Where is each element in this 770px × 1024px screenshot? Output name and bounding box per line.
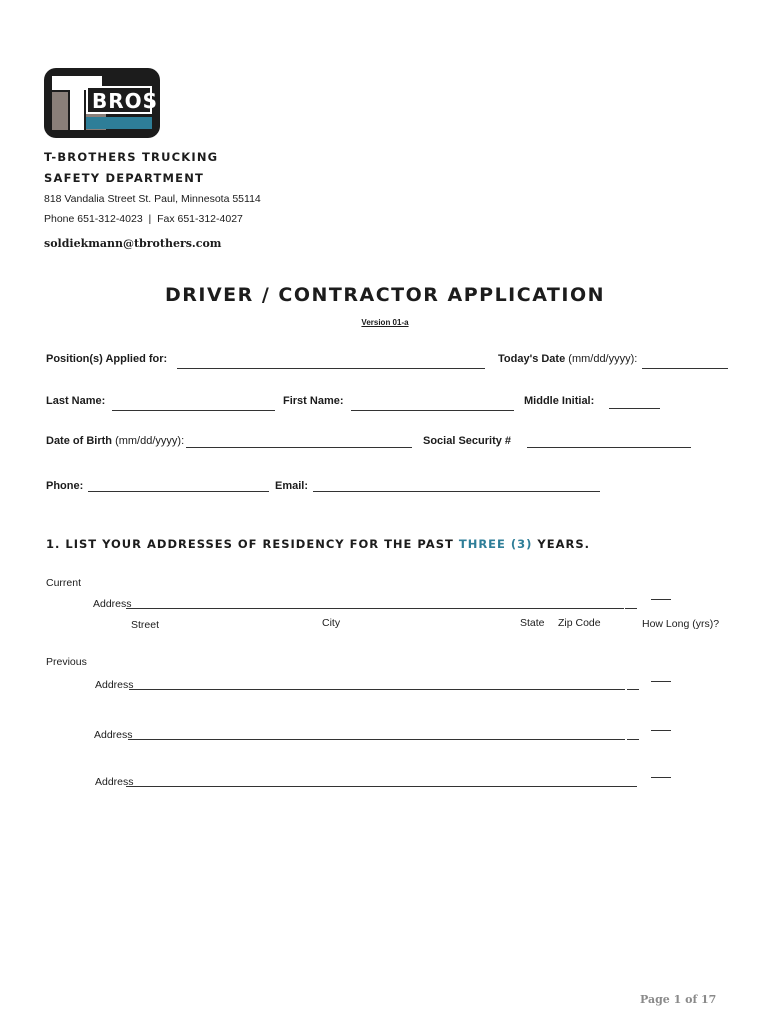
phone-field[interactable] <box>88 491 269 492</box>
todays-date-label-bold: Today's Date <box>498 353 566 365</box>
position-label: Position(s) Applied for: <box>46 353 168 365</box>
todays-date-field[interactable] <box>642 368 728 369</box>
todays-date-label-format: (mm/dd/yyyy): <box>568 353 638 365</box>
company-name: T-BROTHERS TRUCKING <box>44 150 219 164</box>
previous-label: Previous <box>46 656 87 668</box>
version-label: Version 01-a <box>361 318 409 327</box>
dob-label-format: (mm/dd/yyyy): <box>115 435 185 447</box>
email-label: Email: <box>275 480 309 492</box>
col-street-label: Street <box>131 619 160 631</box>
logo-text-box <box>86 86 159 114</box>
section1-heading-highlight: THREE (3) <box>458 537 533 551</box>
col-how-long-label: How Long (yrs)? <box>642 618 720 630</box>
logo-text: BROS <box>92 89 159 113</box>
section1-heading-prefix: 1. LIST YOUR ADDRESSES OF RESIDENCY FOR THE PAST <box>46 537 454 551</box>
previous-address-2-label: Address <box>94 729 133 741</box>
current-how-long-field[interactable] <box>651 599 671 600</box>
previous-address-1-label: Address <box>95 679 134 691</box>
previous-address-3-label: Address <box>95 776 134 788</box>
ssn-label: Social Security # <box>423 435 512 447</box>
col-zip-label: Zip Code <box>558 617 601 629</box>
current-address-field-tail[interactable] <box>625 608 637 609</box>
previous-how-long-2-field[interactable] <box>651 730 671 731</box>
first-name-field[interactable] <box>351 410 514 411</box>
dob-label-bold: Date of Birth <box>46 435 112 447</box>
middle-initial-label: Middle Initial: <box>524 395 595 407</box>
last-name-field[interactable] <box>112 410 275 411</box>
dob-label <box>46 435 184 447</box>
previous-how-long-3-field[interactable] <box>651 777 671 778</box>
logo-t-stem <box>70 76 84 130</box>
department-name: SAFETY DEPARTMENT <box>44 171 205 185</box>
position-field[interactable] <box>177 368 485 369</box>
middle-initial-field[interactable] <box>609 408 660 409</box>
section1-heading <box>46 537 590 551</box>
phone-label: Phone: <box>46 480 84 492</box>
section1-heading-suffix: YEARS. <box>537 537 591 551</box>
company-email[interactable]: soldiekmann@tbrothers.com <box>44 237 222 250</box>
col-state-label: State <box>520 617 545 629</box>
previous-address-2-field[interactable] <box>128 739 625 740</box>
first-name-label: First Name: <box>283 395 344 407</box>
current-address-label: Address <box>93 598 132 610</box>
previous-address-1-field-tail[interactable] <box>627 689 639 690</box>
logo-blue-stripe <box>86 117 152 129</box>
last-name-label: Last Name: <box>46 395 106 407</box>
current-label: Current <box>46 577 82 589</box>
page-number: Page 1 of 17 <box>640 993 717 1006</box>
previous-address-3-field[interactable] <box>126 786 637 787</box>
col-city-label: City <box>322 617 341 629</box>
current-address-field[interactable] <box>126 608 624 609</box>
previous-how-long-1-field[interactable] <box>651 681 671 682</box>
page-title: DRIVER / CONTRACTOR APPLICATION <box>164 284 606 306</box>
dob-field[interactable] <box>186 447 412 448</box>
logo-gray-panel <box>52 92 68 130</box>
previous-address-2-field-tail[interactable] <box>627 739 639 740</box>
company-phone-fax: Phone 651-312-4023 | Fax 651-312-4027 <box>44 213 243 225</box>
todays-date-label <box>498 353 637 365</box>
ssn-field[interactable] <box>527 447 691 448</box>
company-logo <box>44 68 160 138</box>
previous-address-1-field[interactable] <box>129 689 625 690</box>
company-address: 818 Vandalia Street St. Paul, Minnesota 55114 <box>44 193 261 205</box>
email-field[interactable] <box>313 491 600 492</box>
